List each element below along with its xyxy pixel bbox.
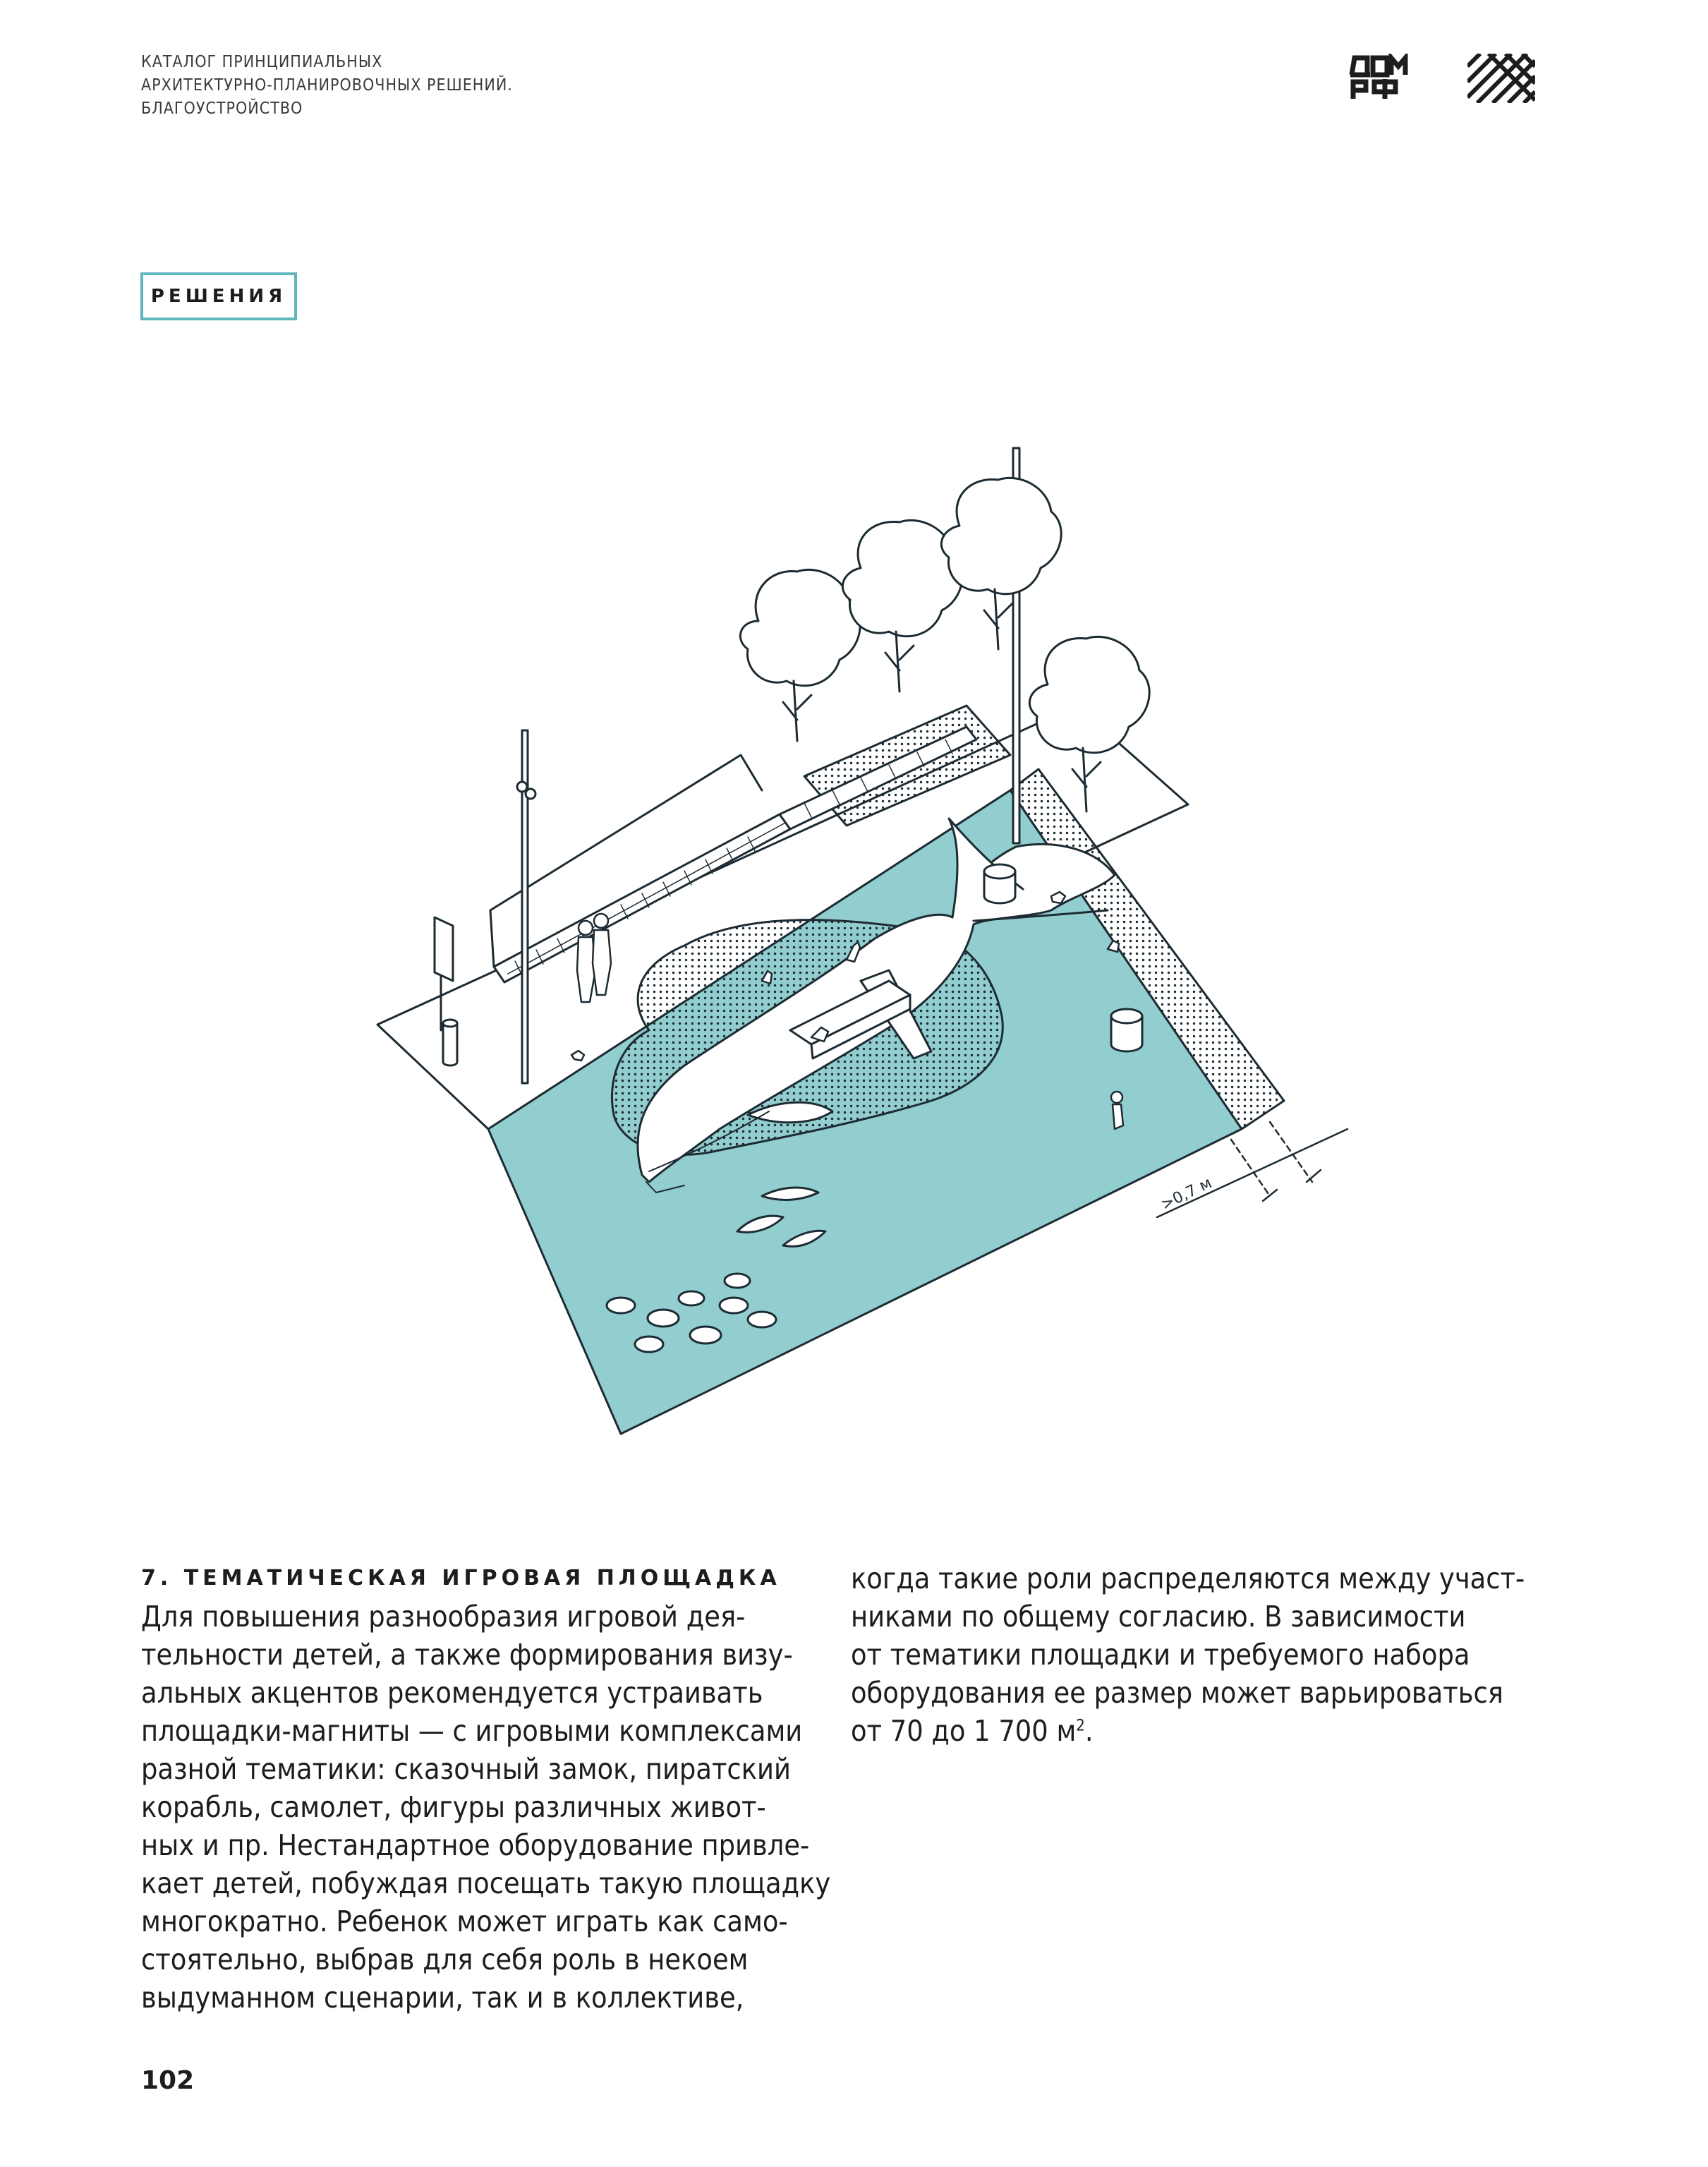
paragraph-line: когда такие роли распределяются между участ- — [851, 1562, 1525, 1595]
paragraph-line: альных акцентов рекомендуется устраивать — [141, 1676, 763, 1710]
paragraph-line: никами по общему согласию. В зависимости — [851, 1600, 1466, 1634]
section-badge: РЕШЕНИЯ — [140, 272, 297, 320]
area-range-text: от 70 до 1 700 м — [851, 1714, 1077, 1748]
paragraph-line: многократно. Ребенок может играть как само- — [141, 1905, 788, 1938]
paragraph-line: оборудования ее размер может варьироваться — [851, 1676, 1503, 1710]
paragraph-line: выдуманном сценарии, так и в коллективе, — [141, 1981, 744, 2015]
paragraph-line: кает детей, побуждая посещать такую площадку — [141, 1866, 831, 1900]
paragraph-line: ных и пр. Нестандартное оборудование привле- — [141, 1828, 810, 1862]
paragraph-line: площадки-магниты — с игровыми комплексами — [141, 1714, 803, 1748]
hatched-pattern-logo — [1467, 54, 1535, 103]
square-superscript: 2 — [1076, 1717, 1085, 1735]
paragraph-line: от тематики площадки и требуемого набора — [851, 1638, 1470, 1672]
paragraph-line: разной тематики: сказочный замок, пиратский — [141, 1752, 791, 1786]
header-line: БЛАГОУСТРОЙСТВО — [141, 99, 303, 118]
page-number: 102 — [141, 2066, 195, 2095]
paragraph-line: стоятельно, выбрав для себя роль в некоем — [141, 1943, 749, 1976]
dom-rf-logo — [1349, 54, 1412, 102]
catalog-header — [141, 51, 513, 121]
whale-playground-illustration — [353, 423, 1355, 1468]
paragraph-line: корабль, самолет, фигуры различных живот- — [141, 1790, 766, 1824]
section-text-left — [141, 1559, 831, 2017]
paragraph-line-last — [851, 1712, 1528, 1750]
header-line: КАТАЛОГ ПРИНЦИПИАЛЬНЫХ — [141, 53, 383, 71]
header-line: АРХИТЕКТУРНО-ПЛАНИРОВОЧНЫХ РЕШЕНИЙ. — [141, 76, 513, 95]
dimension-label: >0,7 м — [1158, 1174, 1215, 1214]
paragraph-line: Для повышения разнообразия игровой дея- — [141, 1600, 746, 1634]
section-text-right — [851, 1559, 1528, 1750]
section-title: 7. ТЕМАТИЧЕСКАЯ ИГРОВАЯ ПЛОЩАДКА — [141, 1566, 781, 1590]
paragraph-line: тельности детей, а также формирования визу- — [141, 1638, 793, 1672]
sentence-end: . — [1084, 1714, 1094, 1748]
